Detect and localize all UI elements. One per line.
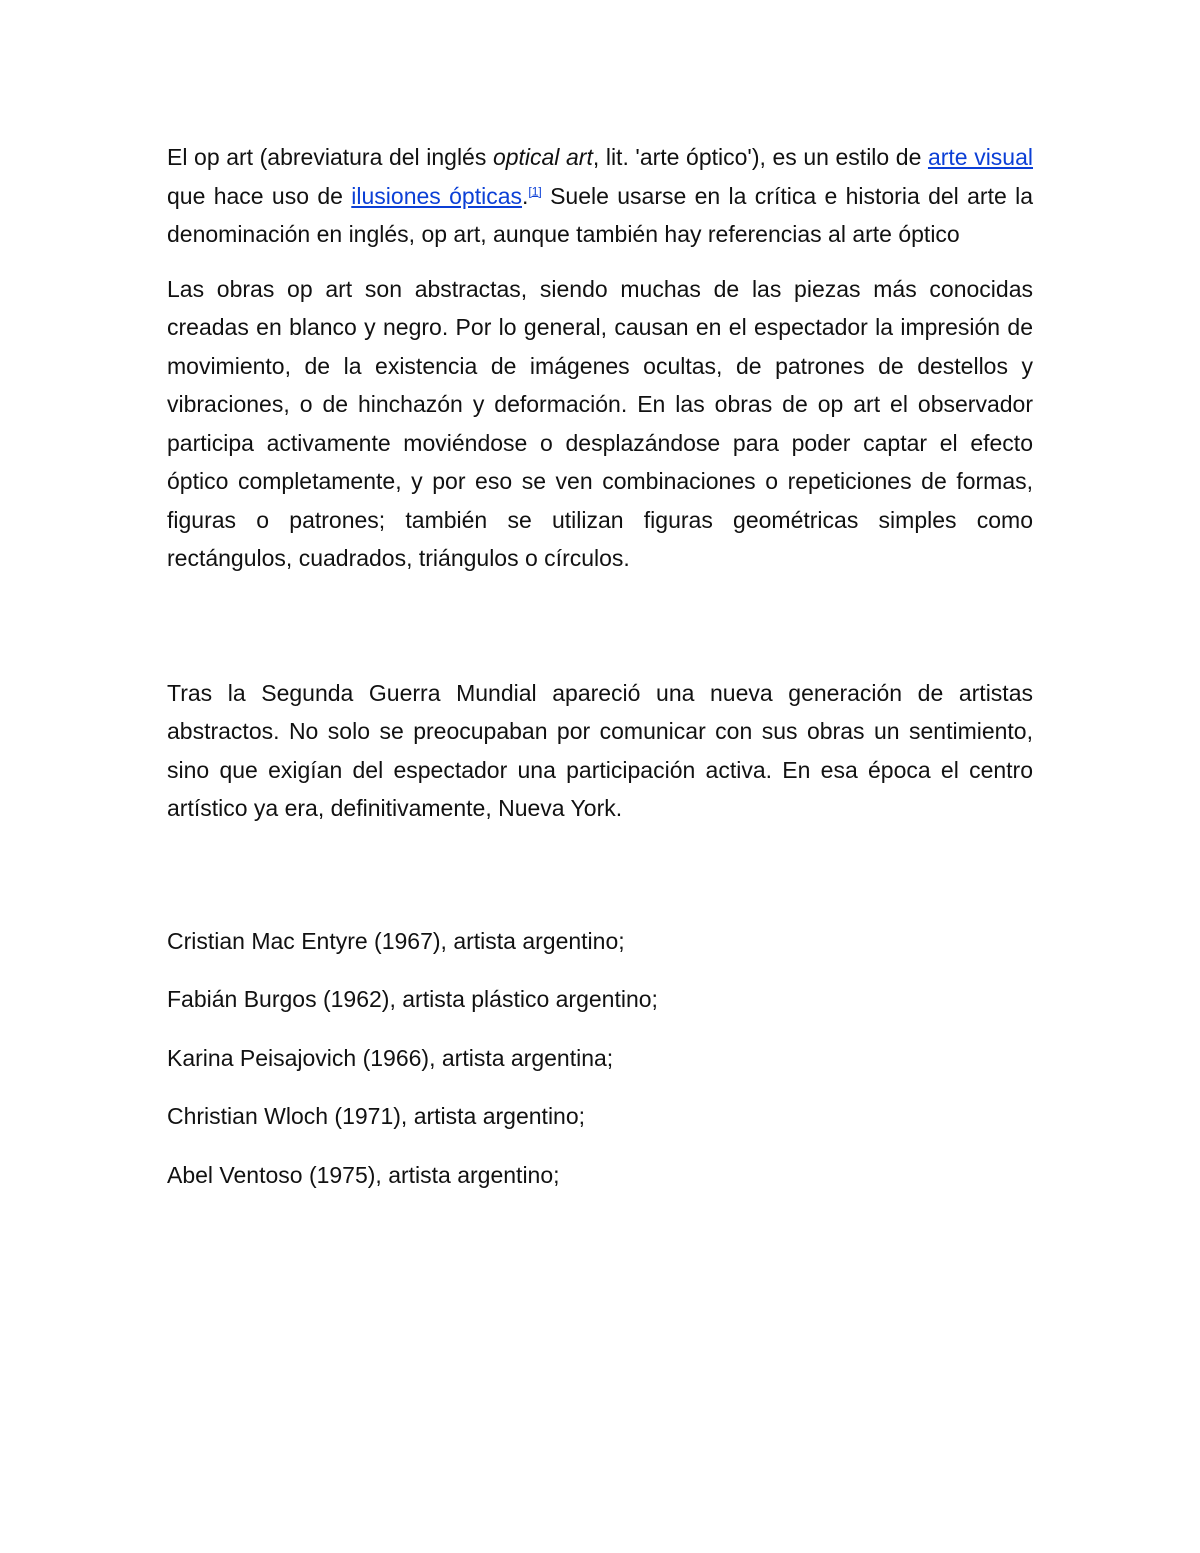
artist-item: Christian Wloch (1971), artista argentino; <box>167 1103 586 1129</box>
intro-text-5: Suele usarse en la crítica e historia del arte la denominación en inglés, op art, aunque también hay referencias al arte óptico <box>167 182 1033 247</box>
intro-italic-term: optical art <box>492 144 593 170</box>
artist-item: Karina Peisajovich (1966), artista argentina; <box>167 1044 614 1071</box>
intro-text-2: , lit. 'arte óptico'), es un estilo de <box>592 144 928 170</box>
reference-1-link[interactable]: [1] <box>528 183 542 198</box>
artist-item: Abel Ventoso (1975), artista argentino; <box>167 1161 560 1188</box>
intro-paragraph <box>167 138 1033 254</box>
artist-item: Fabián Burgos (1962), artista plástico argentino; <box>167 986 658 1012</box>
document-page <box>167 138 1033 1214</box>
intro-text-4: . <box>522 182 529 209</box>
artist-list <box>167 922 1033 1195</box>
intro-text-3: que hace uso de <box>167 182 352 209</box>
artist-item: Cristian Mac Entyre (1967), artista argentino; <box>167 927 625 954</box>
description-paragraph: Las obras op art son abstractas, siendo muchas de las piezas más conocidas creadas en blanco y negro. Por lo general, causan en el espectador la impresión de movimiento, de la existencia de imágenes ocultas, de patrones de destellos y vibraciones, o de hinchazón y deformación. En las obras de op art el observador participa activamente moviéndose o desplazándose para poder captar el efecto óptico completamente, y por eso se ven combinaciones o repeticiones de formas, figuras o patrones; también se utilizan figuras geométricas simples como rectángulos, cuadrados, triángulos o círculos. <box>167 275 1033 571</box>
intro-text-1: El op art (abreviatura del inglés <box>167 144 493 170</box>
history-paragraph: Tras la Segunda Guerra Mundial apareció una nueva generación de artistas abstractos. No solo se preocupaban por comunicar con sus obras un sentimiento, sino que exigían del espectador una participación activa. En esa época el centro artístico ya era, definitivamente, Nueva York. <box>167 679 1033 821</box>
ilusiones-opticas-link[interactable]: ilusiones ópticas <box>351 182 522 209</box>
reference-superscript <box>528 184 541 198</box>
arte-visual-link[interactable]: arte visual <box>927 144 1033 170</box>
